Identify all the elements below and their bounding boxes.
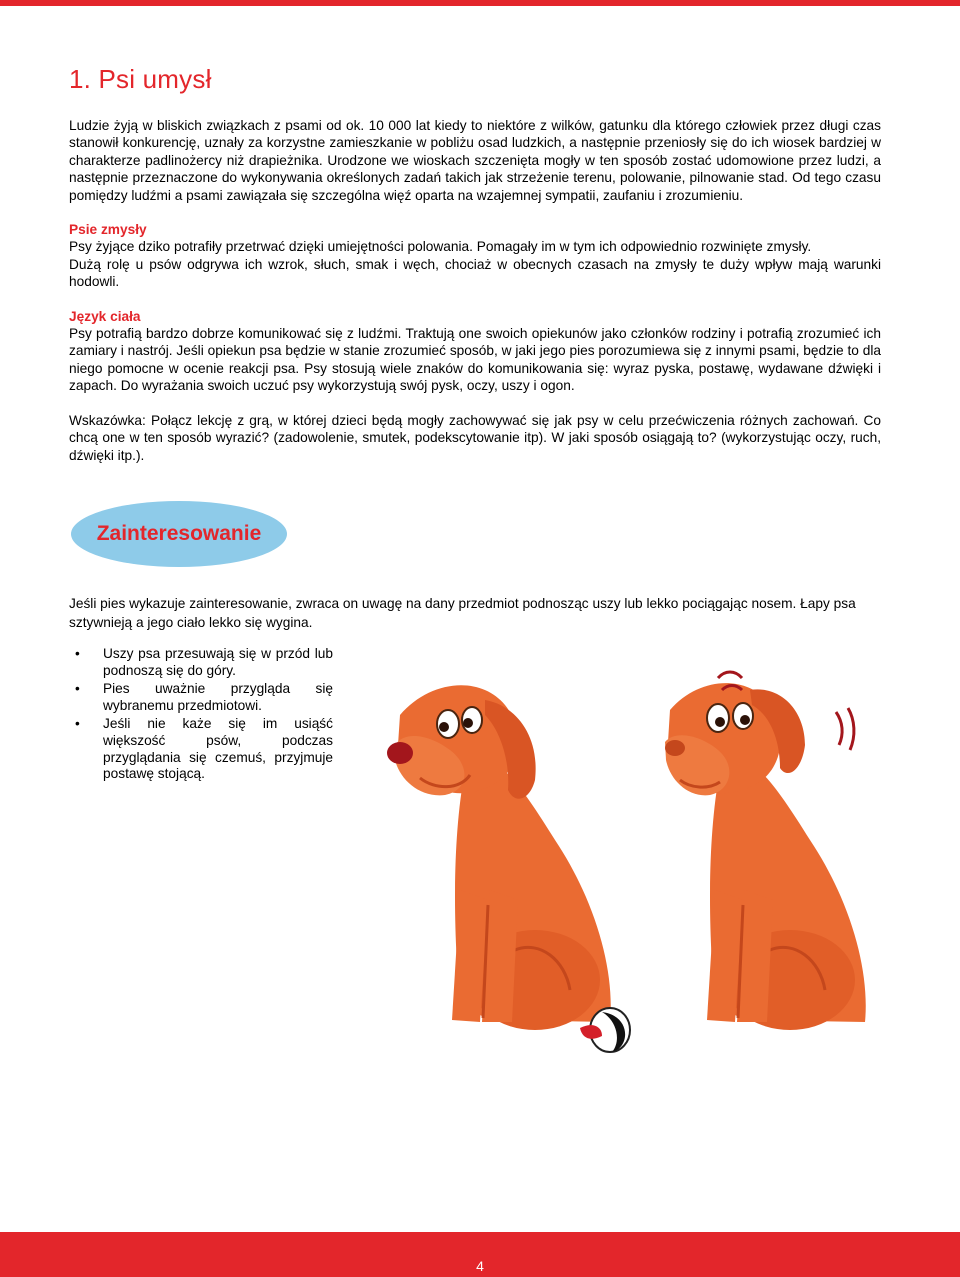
bullet-icon: • bbox=[75, 681, 80, 697]
dog-left-illustration bbox=[387, 685, 611, 1030]
senses-paragraph-1: Psy żyjące dziko potrafiły przetrwać dzięki umiejętności polowania. Pomagały im w tym ich odpowiednio rozwinięte zmysły. bbox=[69, 239, 812, 255]
dogs-illustration bbox=[340, 650, 900, 1070]
bullet-text: Uszy psa przesuwają się w przód lub podnoszą się do góry. bbox=[103, 646, 333, 678]
interest-bullet-list bbox=[69, 646, 333, 785]
bullet-text: Jeśli nie każe się im usiąść większość psów, podczas przyglądania się czemuś, przyjmuje postawę stojącą. bbox=[103, 716, 333, 782]
list-item bbox=[69, 681, 333, 714]
dog-right-illustration bbox=[665, 672, 866, 1030]
body-language-heading: Język ciała bbox=[69, 308, 141, 324]
bullet-text: Pies uważnie przygląda się wybranemu przedmiotowi. bbox=[103, 681, 333, 713]
bullet-icon: • bbox=[75, 716, 80, 732]
interest-paragraph: Jeśli pies wykazuje zainteresowanie, zwraca on uwagę na dany przedmiot podnosząc uszy lub lekko pociągając nosem. Łapy psa sztywnieją a jego ciało lekko się wygina. bbox=[69, 596, 856, 630]
senses-paragraph-2: Dużą rolę u psów odgrywa ich wzrok, słuch, smak i węch, chociaż w obecnych czasach na zmysły te duży wpływ mają warunki hodowli. bbox=[69, 256, 881, 290]
interest-label-pill bbox=[71, 501, 287, 567]
tip-paragraph: Wskazówka: Połącz lekcję z grą, w której dzieci będą mogły zachowywać się jak psy w celu przećwiczenia różnych zachowań. Co chcą one w ten sposób wyrazić? (zadowolenie, smutek, podekscytowanie itp). W jaki sposób osiągają to? (wykorzystując oczy, ruch, dźwięki itp.). bbox=[69, 412, 881, 463]
page-number: 4 bbox=[476, 1258, 484, 1274]
body-language-paragraph: Psy potrafią bardzo dobrze komunikować się z ludźmi. Traktują one swoich opiekunów jako członków rodziny i potrafią zrozumieć ich zamiary i nastrój. Jeśli opiekun psa będzie w stanie zrozumieć sposób, w jaki jego pies porozumiewa się z innymi psami, będzie to dla niego pomocne w ocenie reakcji psa. Psy stosują wiele znaków do komunikowania się: wyraz pyska, postawę, wydawane dźwięki i zapach. Do wyrażania swoich uczuć psy wykorzystują swój pysk, oczy, uszy i ogon. bbox=[69, 326, 881, 394]
page-title: 1. Psi umysł bbox=[69, 64, 212, 94]
list-item bbox=[69, 716, 333, 782]
interest-label: Zainteresowanie bbox=[96, 522, 262, 545]
main-content bbox=[69, 117, 881, 464]
senses-heading: Psie zmysły bbox=[69, 222, 147, 238]
top-accent-bar bbox=[0, 0, 960, 6]
list-item bbox=[69, 646, 333, 679]
bullet-icon: • bbox=[75, 646, 80, 661]
intro-paragraph: Ludzie żyją w bliskich związkach z psami od ok. 10 000 lat kiedy to niektóre z wilków, gatunku dla którego człowiek przez długi czas stanowił konkurencję, uznały za korzystne zamieszkanie w pobliżu osad ludzkich, a następnie przeniosły się do ich wiosek bardziej w charakterze padlinożercy niż drapieżnika. Urodzone we wioskach szczenięta mogły w ten sposób zostać udomowione przez ludzi, a następnie przeznaczone do wykonywania określonych zadań takich jak strzeżenie terenu, polowanie, pilnowanie stad. Od tego czasu pomiędzy ludźmi a psami zawiązała się szczególna więź oparta na wzajemnej sympatii, zaufaniu i zrozumieniu. bbox=[69, 118, 881, 203]
